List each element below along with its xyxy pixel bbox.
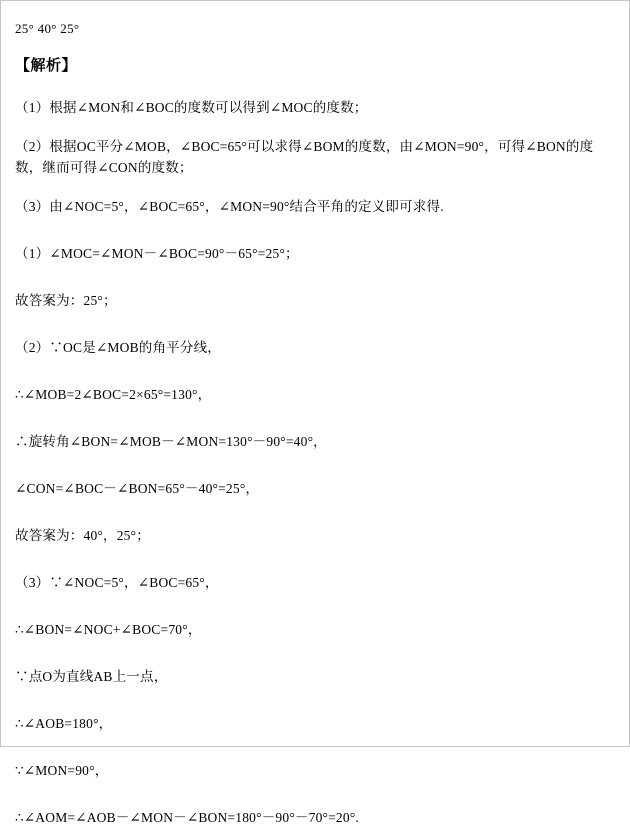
analysis-step: （1）根据∠MON和∠BOC的度数可以得到∠MOC的度数；: [15, 100, 368, 115]
solution-line: 故答案为：40°，25°；: [15, 528, 150, 543]
solution-line: ∴∠AOB=180°，: [15, 716, 113, 731]
solution-line: ∴∠BON=∠NOC+∠BOC=70°，: [15, 622, 202, 637]
solution-line: ∵点O为直线AB上一点，: [15, 669, 168, 684]
solution-line: （2）∵OC是∠MOB的角平分线，: [15, 340, 221, 355]
solution-line: ∴∠MOB=2∠BOC=2×65°=130°，: [15, 387, 212, 402]
solution-line: ∴∠AOM=∠AOB－∠MON－∠BON=180°－90°－70°=20°.: [15, 810, 360, 825]
solution-line: ∠CON=∠BOC－∠BON=65°－40°=25°，: [15, 481, 260, 496]
solution-line: ∵∠MON=90°，: [15, 763, 109, 778]
analysis-heading: 【解析】: [15, 58, 78, 74]
analysis-step: （3）由∠NOC=5°，∠BOC=65°，∠MON=90°结合平角的定义即可求得.: [15, 199, 444, 214]
analysis-step: （2）根据OC平分∠MOB，∠BOC=65°可以求得∠BOM的度数，由∠MON=90°，可得∠BON的度数，继而可得∠CON的度数；: [15, 139, 594, 175]
answer-summary: 25° 40° 25°: [15, 21, 80, 36]
solution-line: 故答案为：25°；: [15, 293, 117, 308]
solution-line: ∴旋转角∠BON=∠MOB－∠MON=130°－90°=40°，: [15, 434, 327, 449]
solution-line: （1）∠MOC=∠MON－∠BOC=90°－65°=25°；: [15, 246, 299, 261]
solution-line: （3）∵∠NOC=5°，∠BOC=65°，: [15, 575, 219, 590]
